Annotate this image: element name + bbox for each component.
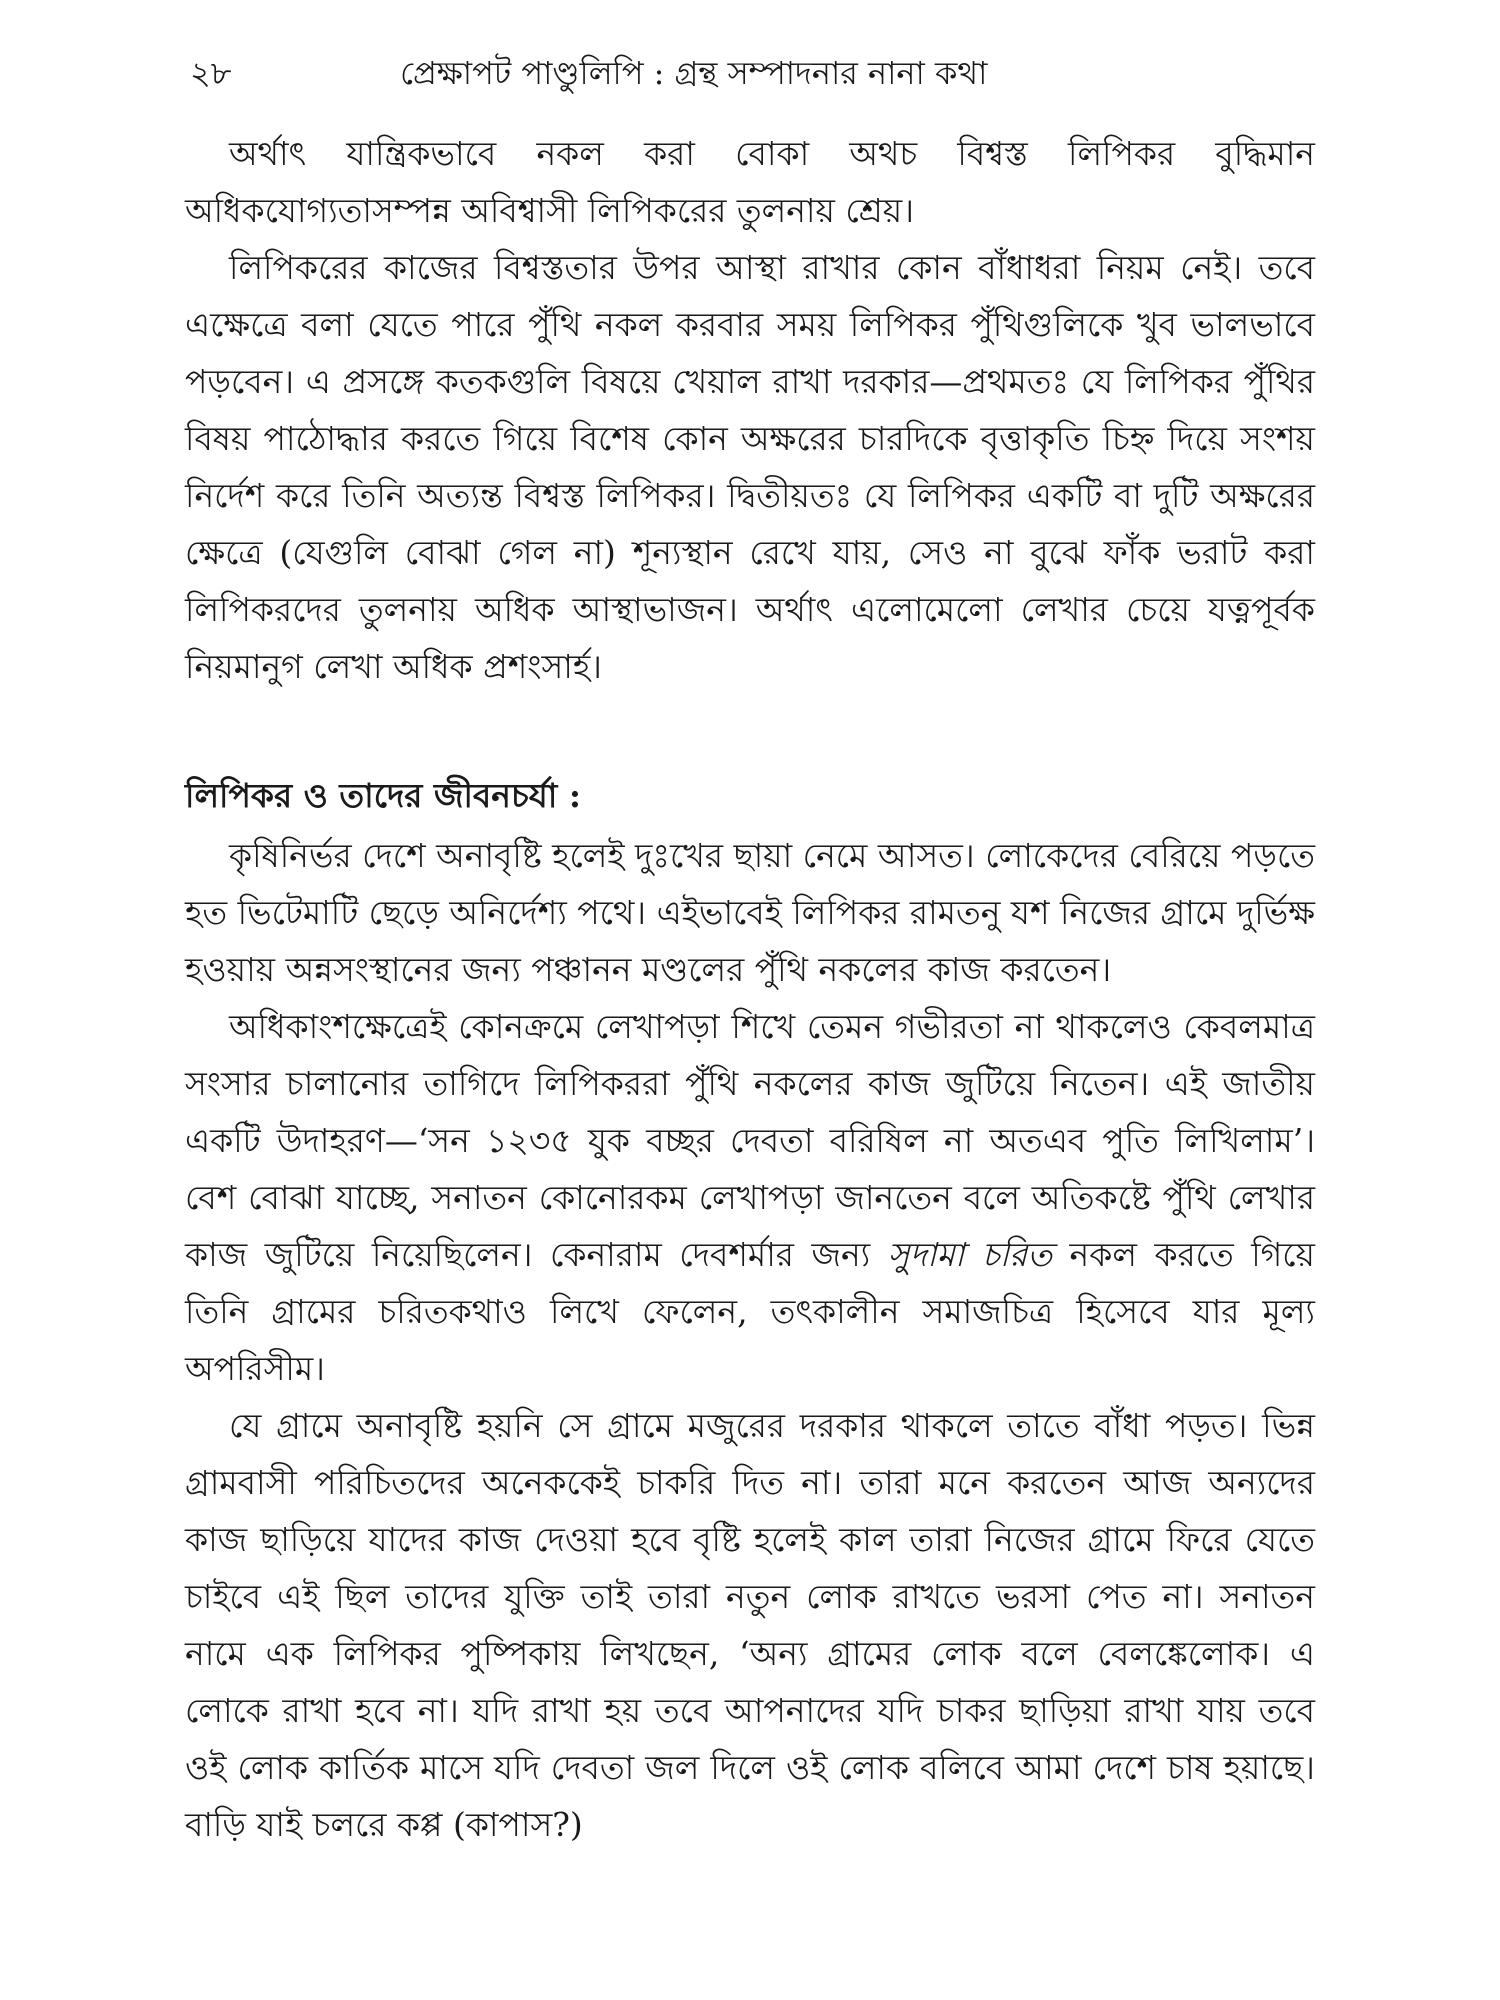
page-number: ২৮	[190, 54, 232, 92]
section-paragraph-1: কৃষিনির্ভর দেশে অনাবৃষ্টি হলেই দুঃখের ছায়া নেমে আসত। লোকেদের বেরিয়ে পড়তে হত ভিটেমাটি ছেড়ে অনির্দেশ্য পথে। এইভাবেই লিপিকর রামতনু যশ নিজের গ্রামে দুর্ভিক্ষ হওয়ায় অন্নসংস্থানের জন্য পঞ্চানন মণ্ডলের পুঁথি নকলের কাজ করতেন।	[185, 836, 1315, 989]
section-paragraph-3: যে গ্রামে অনাবৃষ্টি হয়নি সে গ্রামে মজুরের দরকার থাকলে তাতে বাঁধা পড়ত। ভিন্ন গ্রামবাসী পরিচিতদের অনেককেই চাকরি দিত না। তারা মনে করতেন আজ অন্যদের কাজ ছাড়িয়ে যাদের কাজ দেওয়া হবে বৃষ্টি হলেই কাল তারা নিজের গ্রামে ফিরে যেতে চাইবে এই ছিল তাদের যুক্তি তাই তারা নতুন লোক রাখতে ভরসা পেত না। সনাতন নামে এক লিপিকর পুষ্পিকায় লিখছেন, ‘অন্য গ্রামের লোক বলে বেলঙ্কেলোক। এ লোকে রাখা হবে না। যদি রাখা হয় তবে আপনাদের যদি চাকর ছাড়িয়া রাখা যায় তবে ওই লোক কার্তিক মাসে যদি দেবতা জল দিলে ওই লোক বলিবে আমা দেশে চাষ হয়াছে। বাড়ি যাই চলরে কপ্প (কাপাস?)	[185, 1406, 1315, 1844]
paragraph-1: অর্থাৎ যান্ত্রিকভাবে নকল করা বোকা অথচ বিশ্বস্ত লিপিকর বুদ্ধিমান অধিকযোগ্যতাসম্পন্ন অবিশ্বাসী লিপিকরের তুলনায় শ্রেয়।	[185, 134, 1315, 230]
page-body	[185, 125, 1315, 1853]
running-title: প্রেক্ষাপট পাণ্ডুলিপি : গ্রন্থ সম্পাদনার নানা কথা	[400, 54, 988, 92]
paragraph-text: নকল করতে গিয়ে তিনি গ্রামের চরিতকথাও লিখে ফেলেন, তৎকালীন সমাজচিত্র হিসেবে যার মূল্য অপরিসীম।	[185, 1235, 1315, 1388]
paragraph-text: অধিকাংশক্ষেত্রেই কোনক্রমে লেখাপড়া শিখে তেমন গভীরতা না থাকলেও কেবলমাত্র সংসার চালানোর তাগিদে লিপিকররা পুঁথি নকলের কাজ জুটিয়ে নিতেন। এই জাতীয় একটি উদাহরণ—‘সন ১২৩৫ যুক বচ্ছর দেবতা বরিষিল না অতএব পুতি লিখিলাম’। বেশ বোঝা যাচ্ছে, সনাতন কোনোরকম লেখাপড়া জানতেন বলে অতিকষ্টে পুঁথি লেখার কাজ জুটিয়ে নিয়েছিলেন। কেনারাম দেবশর্মার জন্য	[185, 1007, 1315, 1274]
section-heading: লিপিকর ও তাদের জীবনচর্যা :	[185, 776, 582, 815]
paragraph-2: লিপিকরের কাজের বিশ্বস্ততার উপর আস্থা রাখার কোন বাঁধাধরা নিয়ম নেই। তবে এক্ষেত্রে বলা যেতে পারে পুঁথি নকল করবার সময় লিপিকর পুঁথিগুলিকে খুব ভালভাবে পড়বেন। এ প্রসঙ্গে কতকগুলি বিষয়ে খেয়াল রাখা দরকার—প্রথমতঃ যে লিপিকর পুঁথির বিষয় পাঠোদ্ধার করতে গিয়ে বিশেষ কোন অক্ষরের চারদিকে বৃত্তাকৃতি চিহ্ন দিয়ে সংশয় নির্দেশ করে তিনি অত্যন্ত বিশ্বস্ত লিপিকর। দ্বিতীয়তঃ যে লিপিকর একটি বা দুটি অক্ষরের ক্ষেত্রে (যেগুলি বোঝা গেল না) শূন্যস্থান রেখে যায়, সেও না বুঝে ফাঁক ভরাট করা লিপিকরদের তুলনায় অধিক আস্থাভাজন। অর্থাৎ এলোমেলো লেখার চেয়ে যত্নপূর্বক নিয়মানুগ লেখা অধিক প্রশংসার্হ।	[185, 248, 1315, 686]
section-paragraph-2	[185, 998, 1315, 1397]
italic-title: সুদামা চরিত	[887, 1235, 1053, 1274]
page-header	[190, 48, 1310, 98]
